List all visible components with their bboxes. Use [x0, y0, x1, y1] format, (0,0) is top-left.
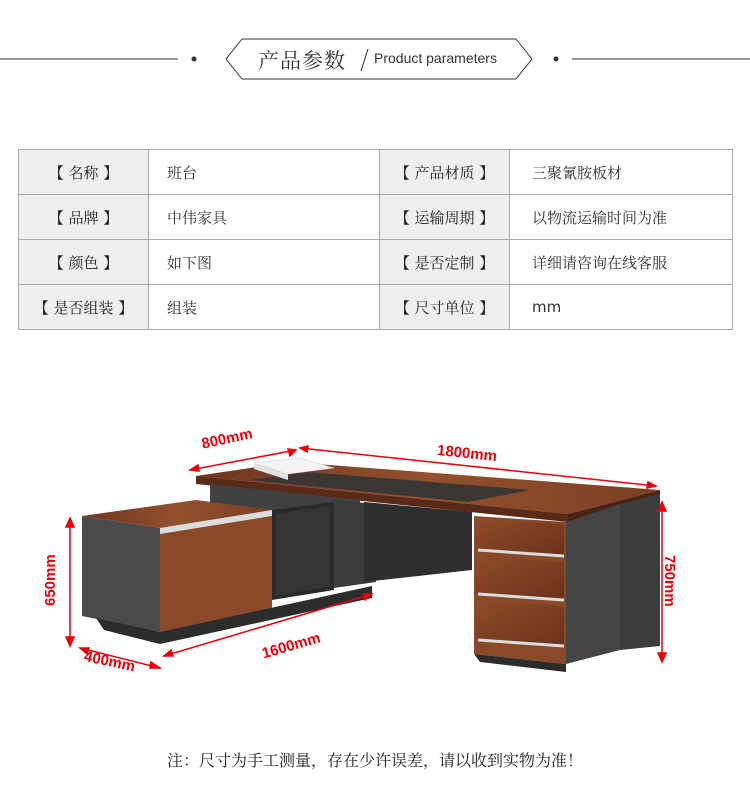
- param-label-assembly: 【 是否组装 】: [19, 285, 149, 330]
- dimension-main-width: 1800mm: [436, 442, 498, 466]
- param-label-color: 【 颜色 】: [19, 240, 149, 285]
- desk-drawing: [0, 410, 750, 690]
- table-row: [19, 150, 733, 195]
- param-value-shipping: 以物流运输时间为准: [510, 195, 733, 240]
- param-value-unit: mm: [510, 285, 733, 330]
- param-value-custom: 详细请咨询在线客服: [510, 240, 733, 285]
- param-label-unit: 【 尺寸单位 】: [380, 285, 510, 330]
- section-title: 产品参数: [258, 49, 346, 73]
- section-subtitle: Product parameters: [374, 50, 497, 66]
- desk-dimension-illustration: [0, 410, 750, 690]
- dimension-side-height: 650mm: [42, 554, 59, 606]
- param-label-shipping: 【 运输周期 】: [380, 195, 510, 240]
- param-value-material: 三聚氰胺板材: [510, 150, 733, 195]
- table-row: [19, 240, 733, 285]
- product-parameters-table: [18, 149, 733, 330]
- param-value-name: 班台: [149, 150, 380, 195]
- dimension-side-width: 400mm: [82, 648, 137, 676]
- section-header: [0, 36, 750, 82]
- param-value-assembly: 组装: [149, 285, 380, 330]
- table-row: [19, 285, 733, 330]
- param-value-color: 如下图: [149, 240, 380, 285]
- param-label-brand: 【 品牌 】: [19, 195, 149, 240]
- dimension-side-length: 1600mm: [260, 629, 323, 663]
- param-label-name: 【 名称 】: [19, 150, 149, 195]
- measurement-disclaimer: 注：尺寸为手工测量，存在少许误差，请以收到实物为准！: [166, 751, 583, 770]
- table-row: [19, 195, 733, 240]
- dimension-total-height: 750mm: [661, 555, 678, 607]
- param-label-material: 【 产品材质 】: [380, 150, 510, 195]
- param-value-brand: 中伟家具: [149, 195, 380, 240]
- dimension-side-depth: 800mm: [200, 425, 255, 453]
- param-label-custom: 【 是否定制 】: [380, 240, 510, 285]
